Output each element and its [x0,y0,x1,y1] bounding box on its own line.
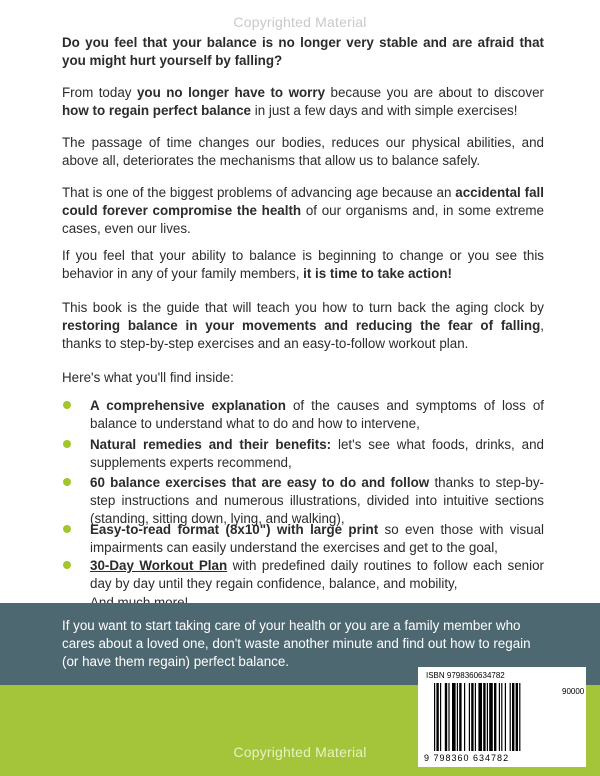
paragraph-problem [62,184,544,238]
paragraph-time: The passage of time changes our bodies, reduces our physical abilities, and above all, deteriorates the mechanisms that allow us to balance safely. [62,135,544,168]
p2-bold-b: you no longer have to worry [136,85,326,100]
paragraph-guide [62,299,544,353]
bullet-dot [63,561,71,569]
item5-rest: with predefined daily routines to follow each senior day by day until they regain confidence, balance, and mobility, [90,558,544,591]
bullet-dot [63,440,71,448]
bullet-dot [63,401,71,409]
item3-rest: thanks to step-by-step instructions and numerous illustrations, divided into intuitive sections (standing, sitting down, lying, and walking), [90,475,544,526]
p2-text-a: From today [62,85,137,100]
barcode-stripe [459,683,461,751]
list-item [90,557,544,593]
p2-text-c: because you are about to discover [325,85,544,100]
list-item [90,521,544,557]
barcode-stripe [489,683,493,751]
barcode-stripe [464,683,465,751]
ean-digits: 9 798360 634782 [424,753,510,763]
intro-question [62,34,544,70]
paragraph-inside: Here's what you'll find inside: [62,370,234,385]
barcode-stripe [494,683,496,751]
barcode-stripe [501,683,502,751]
paragraph-action [62,247,544,283]
bullet-dot [63,478,71,486]
barcode-stripe [469,683,470,751]
intro-question-text: Do you feel that your balance is no longer very stable and are afraid that you might hurt yourself by falling? [62,35,544,68]
barcode-stripe [471,683,473,751]
barcode-stripe [516,683,518,751]
barcode-stripe [457,683,458,751]
list-item [90,397,544,433]
barcode-bars [434,683,554,751]
watermark-bottom: Copyrighted Material [233,744,367,760]
barcode-stripe [505,683,506,751]
p4-text-c: of our organisms and, in some extreme cases, even our lives. [62,203,544,236]
item4-rest: so even those with visual impairments can easily understand the exercises and get to the goal, [90,522,544,555]
p4-text-a: That is one of the biggest problems of advancing age because an [62,185,456,200]
isbn-text: ISBN 9798360634782 [426,671,505,680]
p6-text-a: This book is the guide that will teach you how to turn back the aging clock by [62,300,544,315]
item4-bold: Easy-to-read format (8x10") with large print [90,522,379,537]
barcode-stripe [434,683,435,751]
p4-bold-b: accidental fall could forever compromise the health [62,185,544,218]
barcode-stripe [452,683,456,751]
barcode-stripe [440,683,441,751]
barcode-stripe [487,683,488,751]
barcode-stripe [519,683,520,751]
list-item [90,436,544,472]
barcode-stripe [478,683,482,751]
p2-text-e: in just a few days and with simple exercises! [251,103,518,118]
barcode-stripe [448,683,449,751]
item2-bold: Natural remedies and their benefits: [90,437,332,452]
barcode-stripe [510,683,511,751]
barcode-stripe [445,683,447,751]
item5-bold: 30-Day Workout Plan [90,558,228,573]
list-item [90,474,544,528]
p2-bold-d: how to regain perfect balance [62,103,251,118]
price-code: 90000 [562,687,585,696]
item1-rest: of the causes and symptoms of loss of balance to understand what to do and how to intervene, [90,398,544,431]
barcode-stripe [512,683,514,751]
paragraph-worry [62,84,544,120]
barcode-stripe [475,683,476,751]
item1-bold: A comprehensive explanation [90,398,286,413]
p5-text-a: If you feel that your ability to balance is beginning to change or you see this behavior in any of your family members, [62,248,544,281]
barcode-stripe [436,683,438,751]
p6-bold-b: restoring balance in your movements and reducing the fear of falling [62,318,541,333]
bullet-dot [63,525,71,533]
p5-bold-b: it is time to take action! [303,266,452,281]
item3-bold: 60 balance exercises that are easy to do and follow [90,475,430,490]
barcode-stripe [483,683,485,751]
barcode-stripe [499,683,500,751]
cta-text: If you want to start taking care of your health or you are a family member who cares about a loved one, don't waste another minute and find out how to regain (or have them regain) perfect balance. [62,618,531,669]
item2-rest: let's see what foods, drinks, and supplements experts recommend, [90,437,544,470]
watermark-top: Copyrighted Material [233,14,367,30]
p6-text-c: , thanks to step-by-step exercises and an easy-to-follow workout plan. [62,318,544,351]
